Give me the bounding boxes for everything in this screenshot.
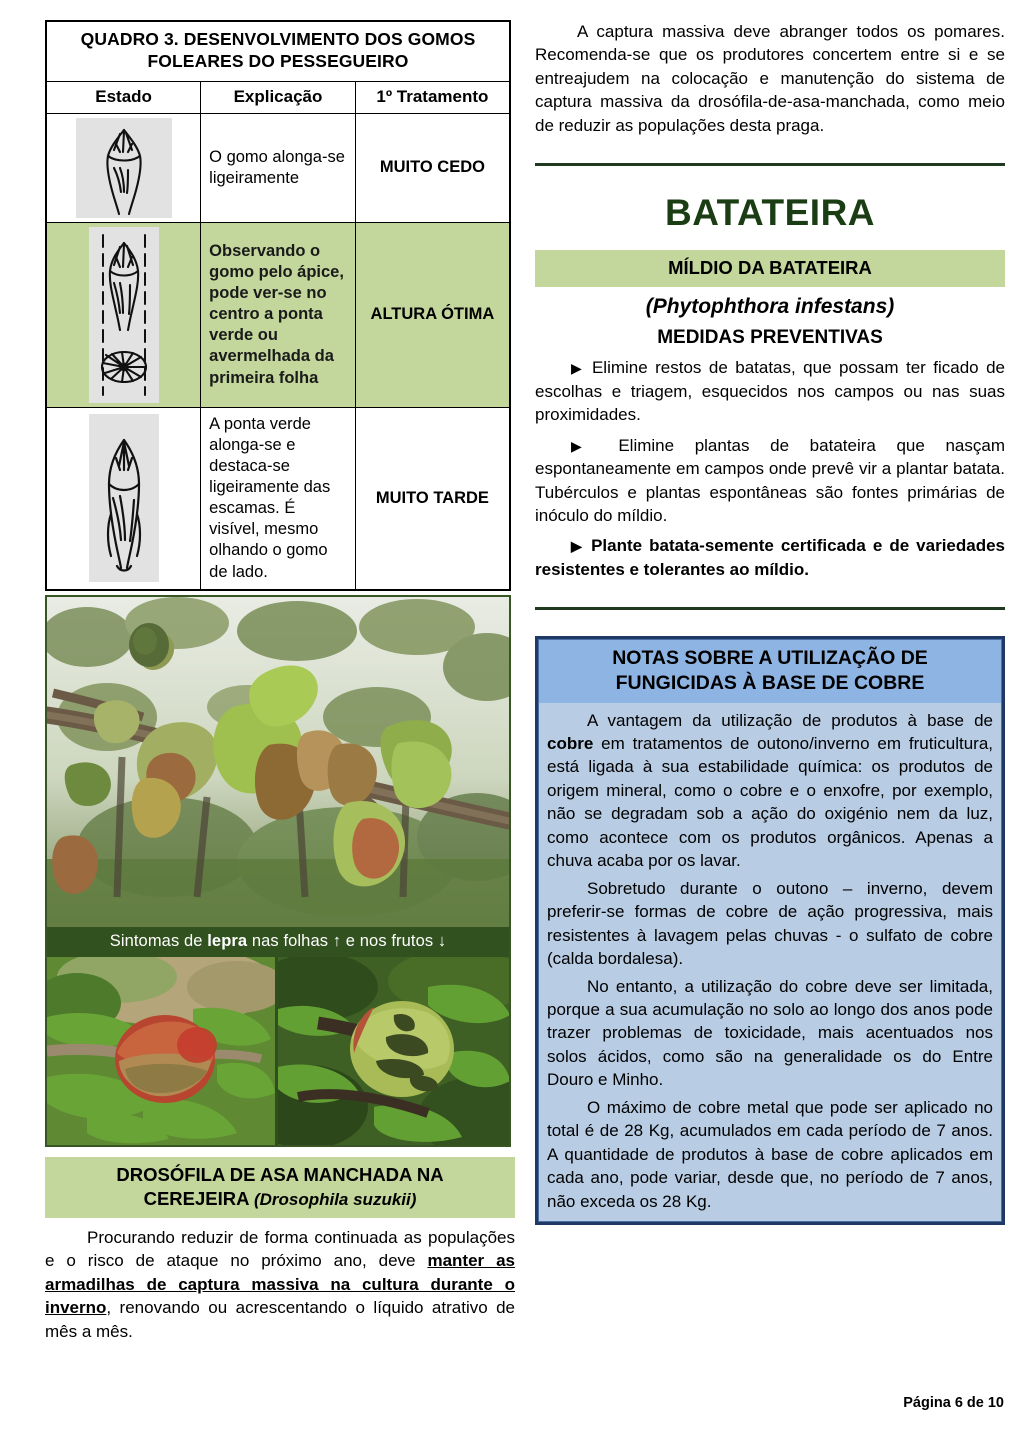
cell-tratamento: ALTURA ÓTIMA [355,222,510,407]
photo-pair [47,957,509,1145]
preventive-bullet-3 [535,534,1005,581]
cell-tratamento: MUITO TARDE [355,407,510,589]
photo-image [47,597,509,927]
drosofila-heading-cerejeira: CEREJEIRA [143,1187,254,1209]
notes-paragraph-3: No entanto, a utilização do cobre deve ser limitada, porque a sua acumulação no solo ao longo dos anos pode trazer problemas de toxicidade, mais acentuados nos solos ácidos, como são na generalidade os do Entre Douro e Minho. [547,976,993,1090]
caption-prefix: Sintomas de [109,931,208,950]
cell-explicacao: O gomo alonga-se ligeiramente [201,113,356,222]
notes-p1-bold-term: cobre [547,733,594,753]
bullet-marker-icon: ▶ [571,538,585,555]
preventive-bullet-1 [535,356,1005,426]
notes-paragraph-1 [547,709,993,873]
bud-stage-cell-1 [46,113,201,222]
section-divider-top [535,163,1005,166]
cell-tratamento: MUITO CEDO [355,113,510,222]
table-row-highlighted [46,222,510,407]
cell-explicacao: A ponta verde alonga-se e destaca-se ligeiramente das escamas. É visível, mesmo olhando o gomo de lado. [201,407,356,589]
bud-stage-cell-3 [46,407,201,589]
drosofila-heading-line2 [59,1187,501,1211]
photo-image [47,957,275,1145]
batateira-section-title: BATATEIRA [664,192,876,234]
photo-image [278,957,510,1145]
column-header-estado: Estado [46,81,201,113]
diseased-green-peach-photo [278,957,510,1145]
cell-explicacao: Observando o gomo pelo ápice, pode ver-se no centro a ponta verde ou avermelhada da primeira folha [201,222,356,407]
table-header-row [46,81,510,113]
arrow-down-icon: ↓ [437,931,447,950]
intro-paragraph: A captura massiva deve abranger todos os pomares. Recomenda-se que os produtores concertem entre si e se entreajudem na colocação e manutenção do sistema de captura massiva da drosófila-de-asa-manchada, como meio de reduzir as populações desta praga. [535,22,1005,135]
caption-bold-term: lepra [207,931,248,950]
caption-middle-2: e nos frutos [341,931,438,950]
bullet-text: Elimine restos de batatas, que possam ter ficado de escolhas e triagem, esquecidos nos campos ou nas suas proximidades. [535,358,1005,425]
diseased-red-peach-photo [47,957,275,1145]
left-column [45,20,515,1343]
peach-bud-stage-1-drawing [76,118,172,218]
drosofila-text-part2: , renovando ou acrescentando o líquido atrativo de mês a mês. [45,1298,515,1341]
notes-title-line2: FUNGICIDAS À BASE DE COBRE [615,671,925,694]
peach-bud-stage-3-drawing [89,414,159,582]
notes-box-title [539,640,1001,702]
table-row [46,407,510,589]
notes-p1-part-a: A vantagem da utilização de produtos à base de [587,710,993,730]
notes-paragraph-4: O máximo de cobre metal que pode ser aplicado no total é de 28 Kg, acumulados em cada período de 7 anos. A quantidade de produtos à base de cobre aplicados em cada ano, pode variar, desde que, no período de 7 anos, não exceda os 28 Kg. [547,1097,993,1211]
peach-branch-leaf-curl-photo [47,597,509,927]
photo-caption [47,927,509,957]
mildio-heading-bar: MÍLDIO DA BATATEIRA [535,250,1005,287]
table-title-row [46,21,510,81]
drosofila-species-name: (Drosophila suzukii) [253,1189,417,1209]
notes-title-line1: NOTAS SOBRE A UTILIZAÇÃO DE [612,647,928,670]
right-column [535,20,1005,1225]
drosofila-text-part1: Procurando reduzir de forma continuada as populações e o risco de ataque no próximo ano, deve [45,1227,515,1271]
notes-box-inner [538,639,1002,1222]
drosofila-paragraph [45,1226,515,1343]
notes-paragraph-2: Sobretudo durante o outono – inverno, devem preferir-se formas de cobre de ação progressiva, mais resistentes à lavagem pelas chuvas - o sulfato de cobre (calda bordalesa). [547,878,993,969]
page-footer: Página 6 de 10 [903,1395,1004,1411]
copper-fungicides-notes-box [535,636,1005,1225]
drosofila-heading-bar [45,1157,515,1218]
mildio-scientific-name: (Phytophthora infestans) [645,295,895,319]
bullet-text: Plante batata-semente certificada e de variedades resistentes e tolerantes ao míldio. [535,536,1005,579]
quadro-title: QUADRO 3. DESENVOLVIMENTO DOS GOMOS FOLEARES DO PESSEGUEIRO [46,21,510,81]
notes-box-body [539,703,1001,1222]
bullet-marker-icon: ▶ [571,437,598,454]
arrow-up-icon: ↑ [332,931,342,950]
peach-bud-stage-2-drawing [89,227,159,403]
column-header-tratamento: 1º Tratamento [355,81,510,113]
table-row [46,113,510,222]
drosofila-text-underlined: manter as armadilhas de captura massiva na cultura durante o inverno [45,1251,515,1318]
medidas-preventivas-heading: MEDIDAS PREVENTIVAS [657,327,883,349]
bud-stage-cell-2 [46,222,201,407]
bullet-marker-icon: ▶ [571,360,585,377]
bud-illustration-wrapper [47,410,200,586]
notes-p1-part-b: em tratamentos de outono/inverno em fruticultura, está ligada à sua estabilidade química: os produtos de origem mineral, como o cobre e o enxofre, por exemplo, não se degradam sob a ação do oxigénio nem da luz, como acontece com os produtos orgânicos. Apenas a chuva acaba por os lavar. [547,733,993,871]
preventive-bullet-2 [535,434,1005,528]
photo-figure [45,595,511,1147]
caption-middle: nas folhas [247,931,333,950]
quadro-3-table [45,20,511,591]
bud-illustration-wrapper [47,114,200,222]
drosofila-heading-line1: DROSÓFILA DE ASA MANCHADA NA [116,1163,444,1185]
section-divider-bottom [535,607,1005,610]
column-header-explicacao: Explicação [201,81,356,113]
bud-illustration-wrapper [47,223,200,407]
bullet-text: Elimine plantas de batateira que nasçam espontaneamente em campos onde prevê vir a plantar batata. Tubérculos e plantas espontâneas são fontes primárias de inóculo do míldio. [535,435,1005,526]
